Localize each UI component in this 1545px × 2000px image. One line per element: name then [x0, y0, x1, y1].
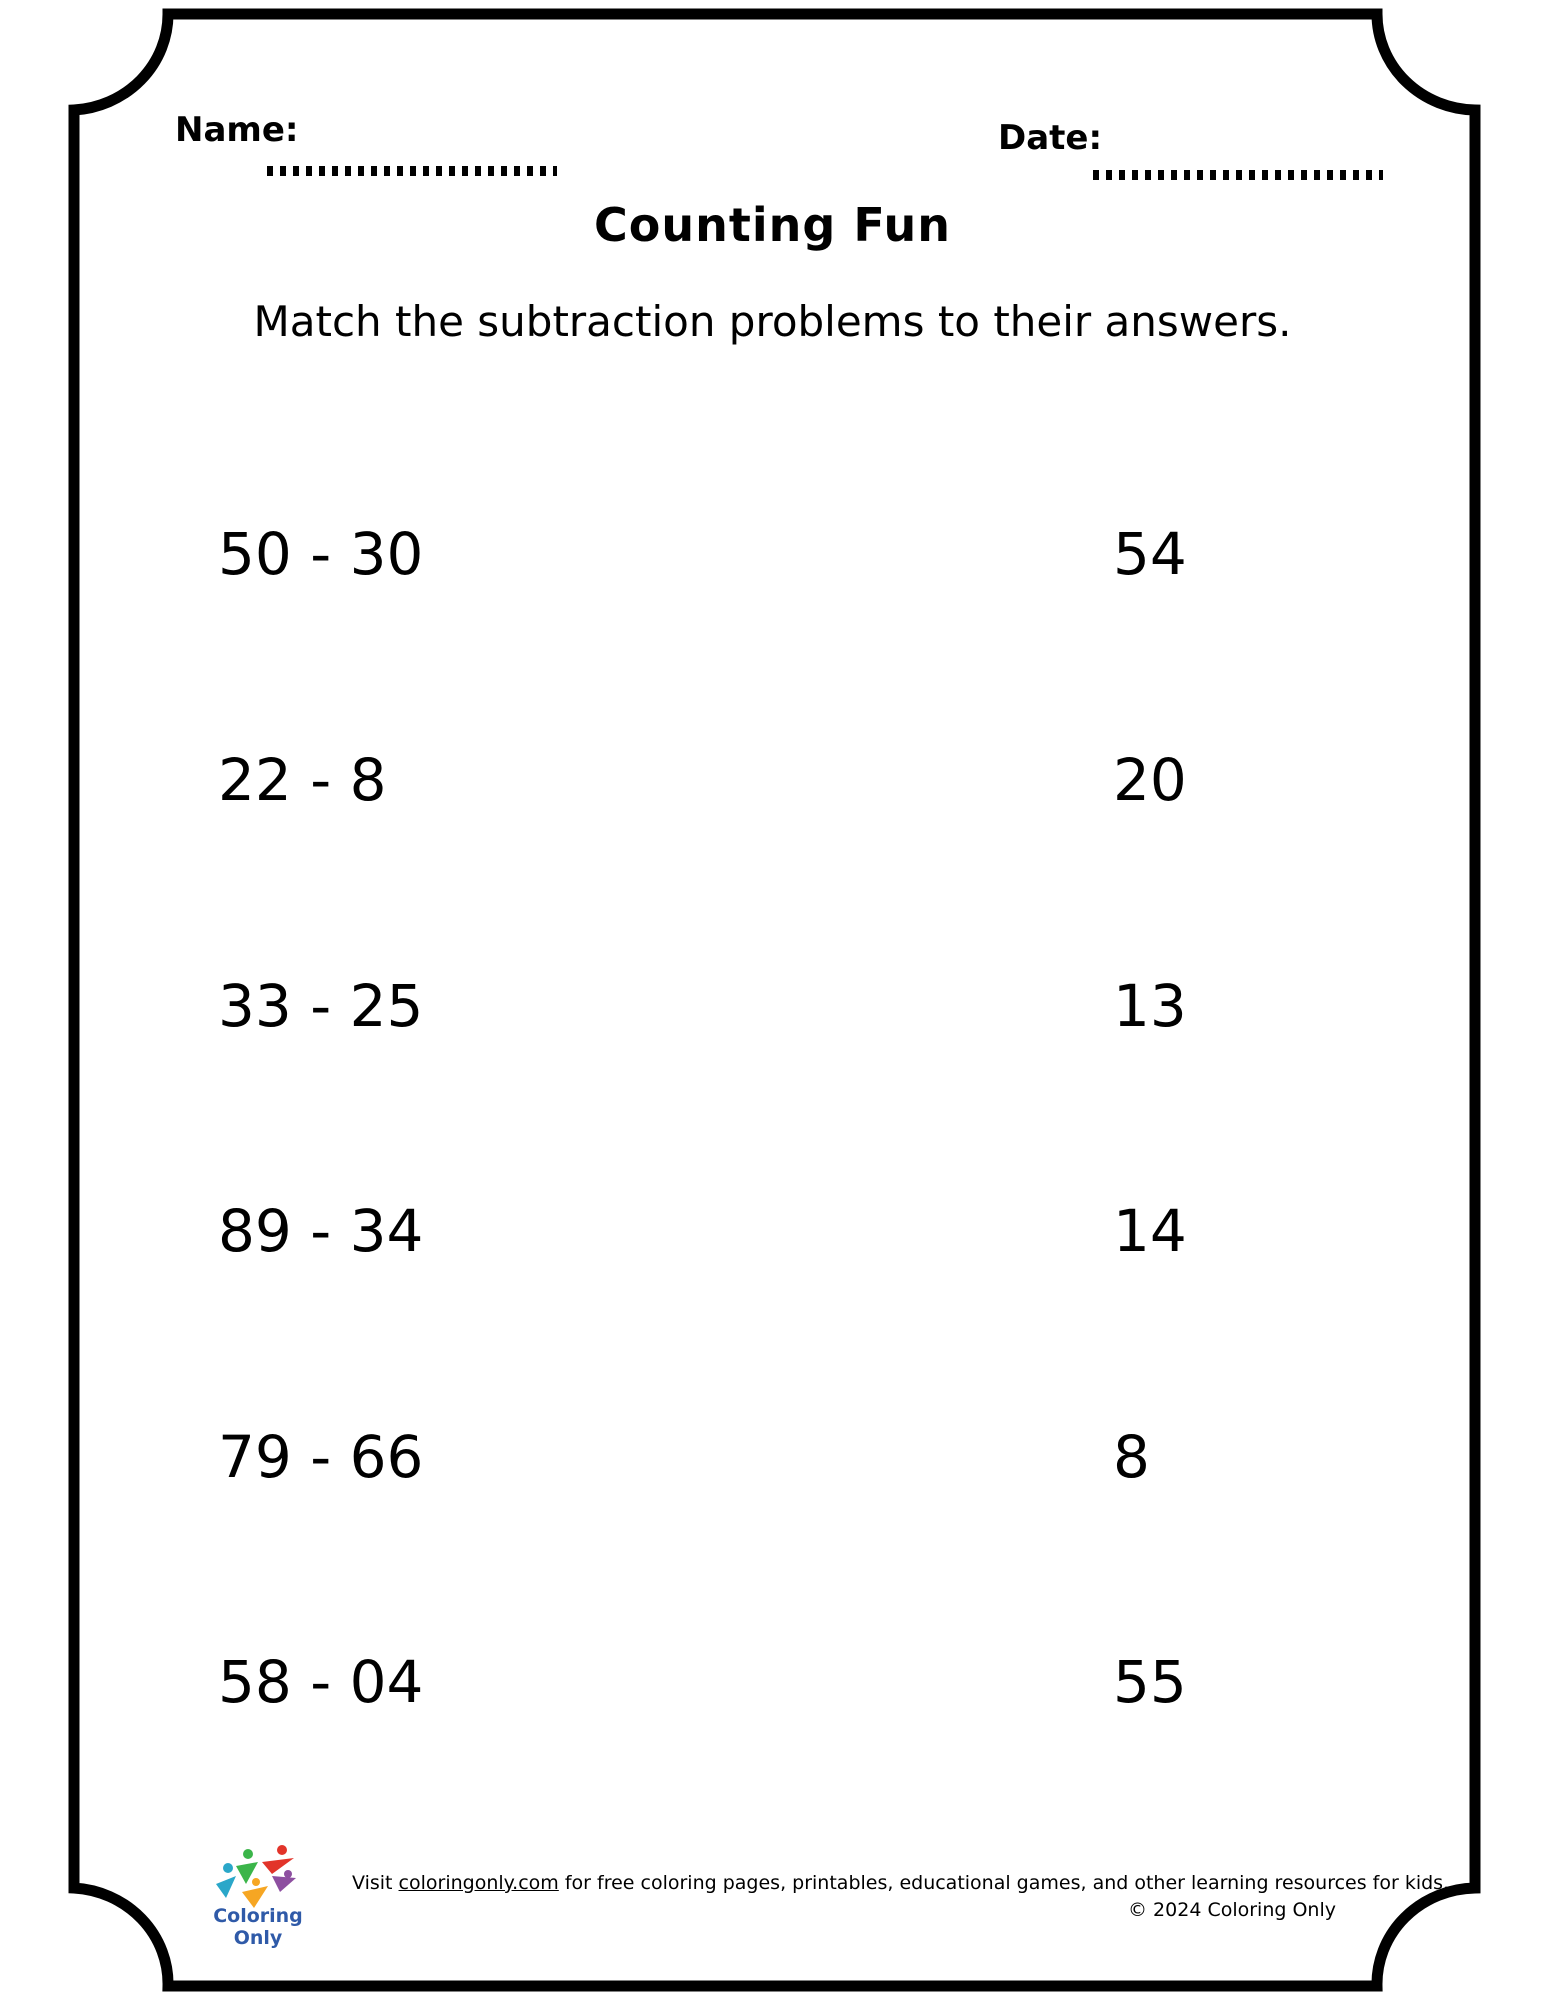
name-label: Name: — [175, 110, 299, 150]
copyright-text: © 2024 Coloring Only — [1128, 1899, 1336, 1921]
logo-text: Coloring Only — [213, 1905, 303, 1949]
problem-item: 22 - 8 — [218, 746, 387, 814]
footer-visit-prefix: Visit — [352, 1872, 399, 1894]
date-field[interactable] — [1093, 170, 1383, 180]
name-field[interactable] — [267, 166, 557, 176]
problem-item: 89 - 34 — [218, 1197, 424, 1265]
answer-item: 13 — [1113, 972, 1187, 1040]
footer-visit-suffix: for free coloring pages, printables, educational games, and other learning resources for kids. — [558, 1872, 1450, 1894]
answer-item: 14 — [1113, 1197, 1187, 1265]
problem-item: 33 - 25 — [218, 972, 424, 1040]
coloringonly-link[interactable]: coloringonly.com — [398, 1872, 559, 1894]
footer-visit-line — [352, 1874, 1449, 1893]
answer-item: 20 — [1113, 746, 1187, 814]
problem-item: 50 - 30 — [218, 520, 424, 588]
problem-item: 79 - 66 — [218, 1423, 424, 1491]
instruction-text: Match the subtraction problems to their answers. — [253, 297, 1292, 346]
answer-item: 8 — [1113, 1423, 1150, 1491]
problem-item: 58 - 04 — [218, 1648, 424, 1716]
page-title: Counting Fun — [594, 198, 951, 252]
date-label: Date: — [998, 118, 1103, 158]
answer-item: 54 — [1113, 520, 1187, 588]
answer-item: 55 — [1113, 1648, 1187, 1716]
